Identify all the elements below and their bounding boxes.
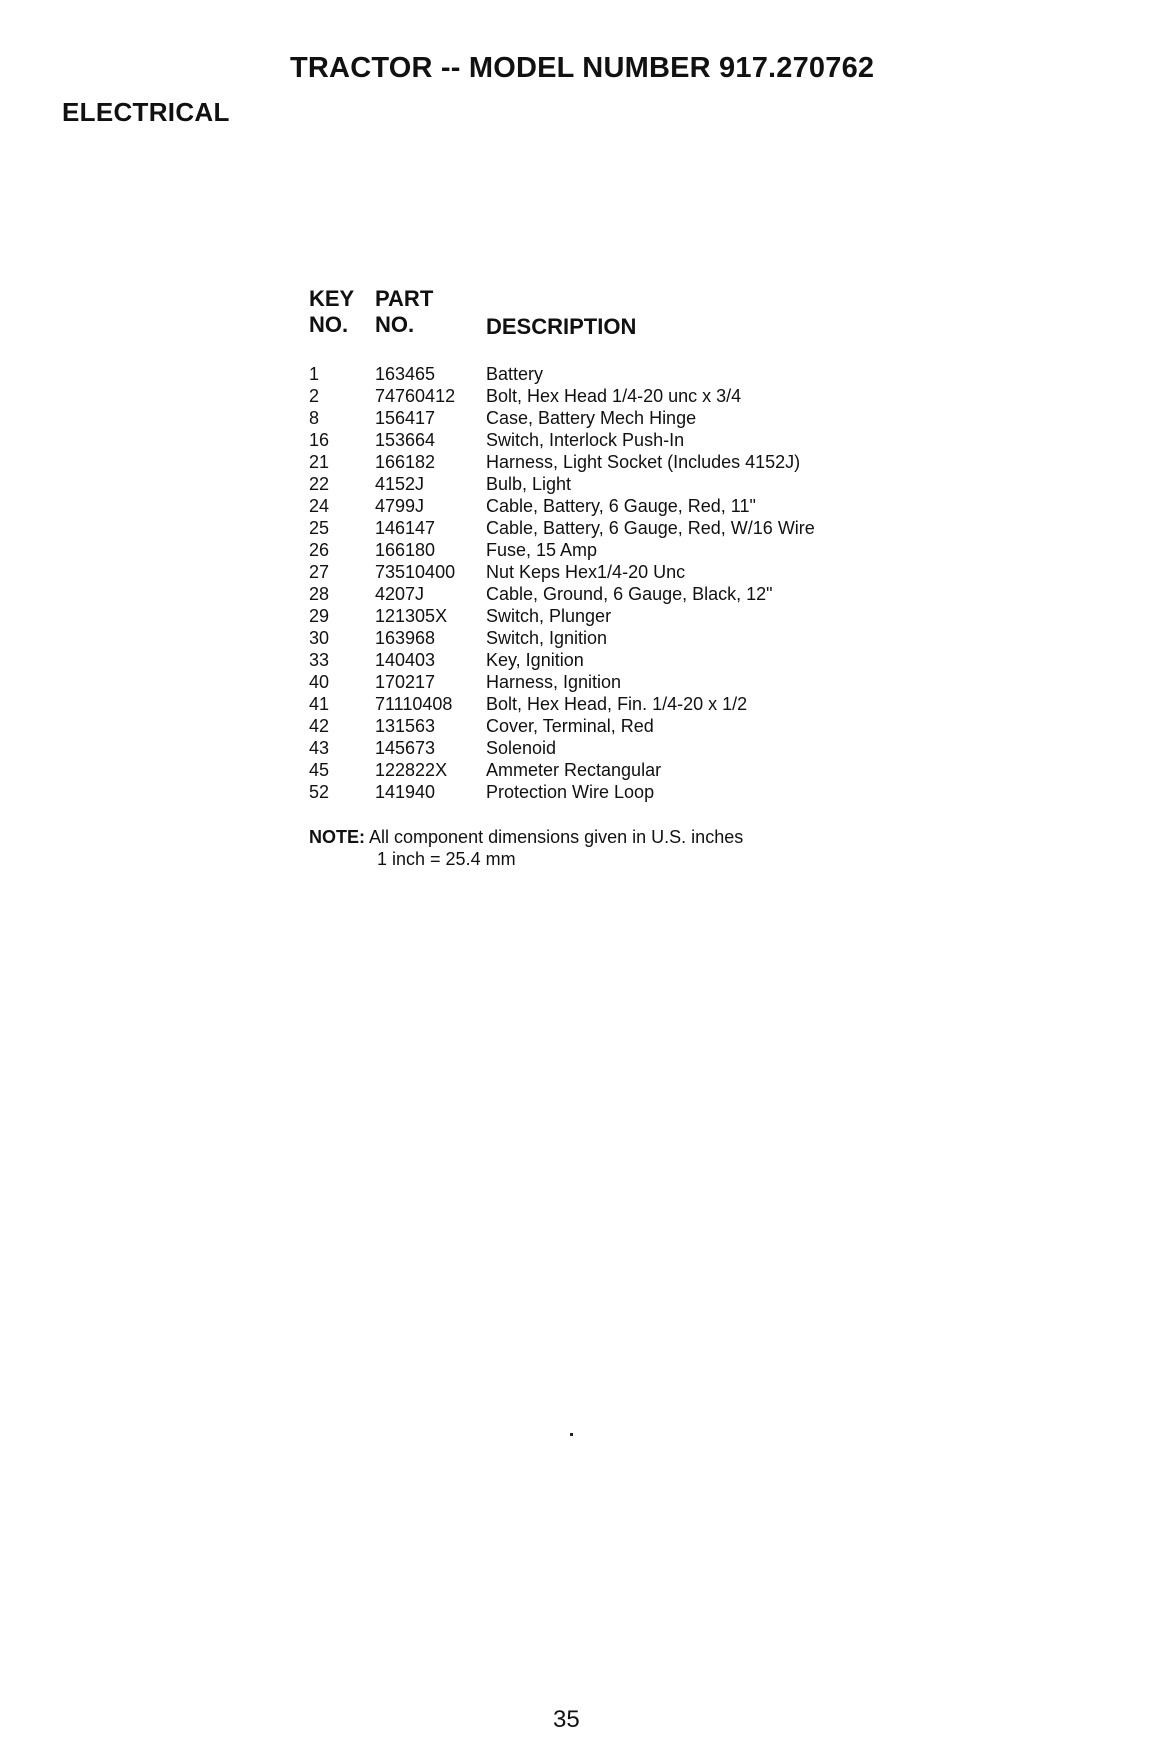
part-number: 121305X xyxy=(375,606,448,626)
part-number: 166180 xyxy=(375,540,436,560)
part-description: Switch, Ignition xyxy=(486,628,608,648)
part-number: 4799J xyxy=(375,496,425,516)
part-description: Key, Ignition xyxy=(486,650,584,670)
part-description: Switch, Plunger xyxy=(486,606,612,626)
part-number: 145673 xyxy=(375,738,436,758)
key-number: 16 xyxy=(309,430,330,450)
part-number: 153664 xyxy=(375,430,436,450)
part-number: 156417 xyxy=(375,408,436,428)
key-number: 42 xyxy=(309,716,330,736)
part-description: Harness, Ignition xyxy=(486,672,622,692)
part-description: Ammeter Rectangular xyxy=(486,760,662,780)
key-number: 30 xyxy=(309,628,330,648)
part-description: Bolt, Hex Head 1/4-20 unc x 3/4 xyxy=(486,386,742,406)
key-number: 2 xyxy=(309,386,320,406)
part-description: Harness, Light Socket (Includes 4152J) xyxy=(486,452,801,472)
key-number: 25 xyxy=(309,518,330,538)
part-number: 4207J xyxy=(375,584,425,604)
note-label: NOTE: xyxy=(309,827,365,847)
part-number: 73510400 xyxy=(375,562,456,582)
dimensions-note xyxy=(309,826,743,870)
key-number: 43 xyxy=(309,738,330,758)
section-title: ELECTRICAL xyxy=(62,97,230,127)
document-title: TRACTOR -- MODEL NUMBER 917.270762 xyxy=(290,52,875,84)
key-number: 29 xyxy=(309,606,330,626)
note-text: All component dimensions given in U.S. inches xyxy=(369,827,744,847)
part-description: Bolt, Hex Head, Fin. 1/4-20 x 1/2 xyxy=(486,694,748,714)
part-description: Case, Battery Mech Hinge xyxy=(486,408,697,428)
part-number: 74760412 xyxy=(375,386,456,406)
part-number: 71110408 xyxy=(375,694,453,714)
part-description: Cable, Ground, 6 Gauge, Black, 12" xyxy=(486,584,773,604)
part-description: Cover, Terminal, Red xyxy=(486,716,654,736)
key-number: 41 xyxy=(309,694,330,714)
description-column-header: DESCRIPTION xyxy=(486,314,637,339)
key-number: 8 xyxy=(309,408,320,428)
key-number: 28 xyxy=(309,584,330,604)
key-number: 21 xyxy=(309,452,330,472)
part-number: 163968 xyxy=(375,628,436,648)
page-number: 35 xyxy=(553,1706,580,1733)
key-number: 33 xyxy=(309,650,330,670)
part-column-header-line2: NO. xyxy=(375,312,415,337)
key-number: 40 xyxy=(309,672,330,692)
key-number: 22 xyxy=(309,474,330,494)
key-number: 26 xyxy=(309,540,330,560)
part-description: Nut Keps Hex1/4-20 Unc xyxy=(486,562,686,582)
part-number: 146147 xyxy=(375,518,436,538)
key-column-header-line2: NO. xyxy=(309,312,349,337)
part-number: 170217 xyxy=(375,672,436,692)
key-number: 27 xyxy=(309,562,330,582)
part-description: Cable, Battery, 6 Gauge, Red, W/16 Wire xyxy=(486,518,815,538)
part-description: Cable, Battery, 6 Gauge, Red, 11" xyxy=(486,496,756,516)
key-number: 1 xyxy=(309,364,320,384)
part-number: 140403 xyxy=(375,650,436,670)
scan-speck xyxy=(570,1433,573,1436)
part-description: Switch, Interlock Push-In xyxy=(486,430,685,450)
part-description: Battery xyxy=(486,364,544,384)
part-number: 163465 xyxy=(375,364,436,384)
part-number: 122822X xyxy=(375,760,448,780)
part-description: Fuse, 15 Amp xyxy=(486,540,598,560)
part-number: 4152J xyxy=(375,474,425,494)
key-number: 45 xyxy=(309,760,330,780)
part-number: 131563 xyxy=(375,716,436,736)
part-column-header-line1: PART xyxy=(375,286,434,311)
part-description: Solenoid xyxy=(486,738,557,758)
key-number: 24 xyxy=(309,496,330,516)
part-number: 141940 xyxy=(375,782,436,802)
part-description: Protection Wire Loop xyxy=(486,782,655,802)
key-number: 52 xyxy=(309,782,330,802)
part-description: Bulb, Light xyxy=(486,474,572,494)
part-number: 166182 xyxy=(375,452,436,472)
unit-conversion: 1 inch = 25.4 mm xyxy=(377,849,516,869)
key-column-header-line1: KEY xyxy=(309,286,355,311)
